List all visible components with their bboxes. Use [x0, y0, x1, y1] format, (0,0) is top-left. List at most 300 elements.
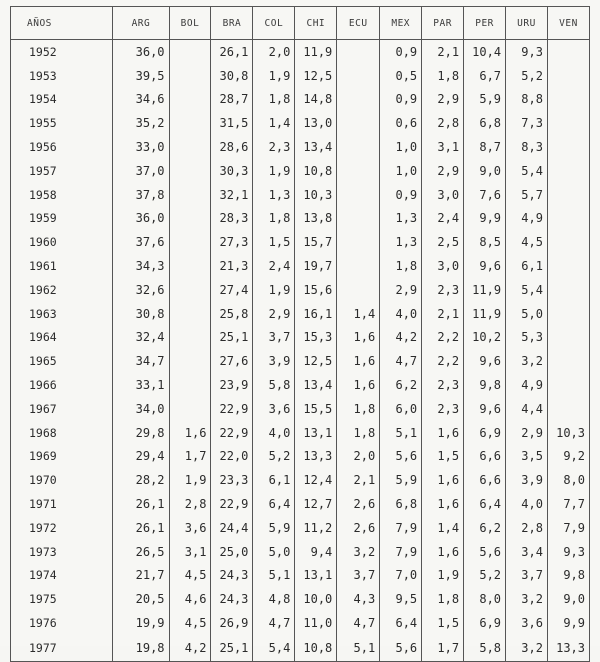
value-cell — [547, 135, 589, 159]
value-cell: 15,7 — [295, 230, 337, 254]
value-cell: 2,9 — [422, 159, 464, 183]
value-cell: 3,0 — [422, 254, 464, 278]
value-cell: 13,1 — [295, 421, 337, 445]
value-cell: 39,5 — [113, 64, 169, 88]
value-cell: 2,8 — [422, 111, 464, 135]
column-header-uru: URU — [506, 7, 548, 40]
year-cell: 1972 — [11, 516, 113, 540]
value-cell: 6,8 — [380, 492, 422, 516]
value-cell: 13,3 — [295, 445, 337, 469]
value-cell: 6,9 — [464, 421, 506, 445]
value-cell: 5,6 — [380, 635, 422, 662]
value-cell: 37,0 — [113, 159, 169, 183]
table-row — [11, 111, 590, 135]
value-cell: 1,7 — [422, 635, 464, 662]
header-row — [11, 7, 590, 40]
value-cell: 6,4 — [380, 611, 422, 635]
value-cell: 5,9 — [380, 468, 422, 492]
value-cell: 5,9 — [253, 516, 295, 540]
year-cell: 1964 — [11, 326, 113, 350]
value-cell: 6,6 — [464, 445, 506, 469]
value-cell: 32,6 — [113, 278, 169, 302]
column-header-mex: MEX — [380, 7, 422, 40]
year-cell: 1965 — [11, 349, 113, 373]
value-cell: 1,3 — [380, 207, 422, 231]
value-cell: 1,8 — [422, 64, 464, 88]
value-cell: 1,9 — [169, 468, 211, 492]
value-cell — [337, 159, 380, 183]
value-cell: 1,8 — [337, 397, 380, 421]
value-cell: 31,5 — [211, 111, 253, 135]
value-cell: 8,0 — [547, 468, 589, 492]
value-cell: 9,0 — [547, 587, 589, 611]
value-cell: 25,1 — [211, 635, 253, 662]
value-cell: 8,0 — [464, 587, 506, 611]
column-header-ecu: ECU — [337, 7, 380, 40]
value-cell: 1,9 — [253, 64, 295, 88]
value-cell: 37,6 — [113, 230, 169, 254]
value-cell: 2,0 — [337, 445, 380, 469]
value-cell — [547, 64, 589, 88]
value-cell: 1,6 — [337, 326, 380, 350]
value-cell: 25,1 — [211, 326, 253, 350]
value-cell — [169, 397, 211, 421]
value-cell: 3,6 — [506, 611, 548, 635]
value-cell: 13,4 — [295, 135, 337, 159]
value-cell — [169, 111, 211, 135]
year-cell: 1958 — [11, 183, 113, 207]
year-cell: 1953 — [11, 64, 113, 88]
value-cell: 4,7 — [337, 611, 380, 635]
value-cell: 16,1 — [295, 302, 337, 326]
value-cell: 1,0 — [380, 159, 422, 183]
value-cell: 32,1 — [211, 183, 253, 207]
value-cell: 4,6 — [169, 587, 211, 611]
value-cell — [169, 64, 211, 88]
value-cell — [169, 40, 211, 64]
year-cell: 1966 — [11, 373, 113, 397]
value-cell — [169, 278, 211, 302]
value-cell: 27,4 — [211, 278, 253, 302]
value-cell: 22,9 — [211, 421, 253, 445]
table-row — [11, 278, 590, 302]
table-row — [11, 468, 590, 492]
value-cell: 8,8 — [506, 88, 548, 112]
value-cell: 28,6 — [211, 135, 253, 159]
value-cell — [547, 159, 589, 183]
value-cell: 21,7 — [113, 564, 169, 588]
value-cell: 4,7 — [253, 611, 295, 635]
value-cell — [169, 349, 211, 373]
value-cell: 6,1 — [253, 468, 295, 492]
value-cell: 9,3 — [547, 540, 589, 564]
year-cell: 1957 — [11, 159, 113, 183]
value-cell: 1,0 — [380, 135, 422, 159]
value-cell: 30,8 — [211, 64, 253, 88]
table-row — [11, 421, 590, 445]
value-cell: 7,9 — [380, 516, 422, 540]
value-cell — [337, 207, 380, 231]
value-cell: 11,0 — [295, 611, 337, 635]
value-cell: 19,9 — [113, 611, 169, 635]
value-cell: 7,6 — [464, 183, 506, 207]
year-cell: 1963 — [11, 302, 113, 326]
year-cell: 1961 — [11, 254, 113, 278]
value-cell: 1,9 — [253, 278, 295, 302]
value-cell: 34,7 — [113, 349, 169, 373]
column-header-col: COL — [253, 7, 295, 40]
value-cell: 10,8 — [295, 159, 337, 183]
value-cell: 2,9 — [380, 278, 422, 302]
value-cell: 15,3 — [295, 326, 337, 350]
value-cell: 2,3 — [422, 278, 464, 302]
value-cell: 1,6 — [337, 373, 380, 397]
value-cell: 3,5 — [506, 445, 548, 469]
value-cell: 2,1 — [422, 302, 464, 326]
table-row — [11, 635, 590, 662]
value-cell: 6,2 — [464, 516, 506, 540]
value-cell: 5,9 — [464, 88, 506, 112]
value-cell: 5,6 — [380, 445, 422, 469]
value-cell: 3,7 — [337, 564, 380, 588]
value-cell: 3,6 — [253, 397, 295, 421]
value-cell — [547, 326, 589, 350]
year-cell: 1975 — [11, 587, 113, 611]
value-cell: 5,1 — [380, 421, 422, 445]
column-header-bra: BRA — [211, 7, 253, 40]
value-cell: 2,6 — [337, 516, 380, 540]
value-cell: 13,0 — [295, 111, 337, 135]
value-cell: 9,0 — [464, 159, 506, 183]
value-cell — [337, 183, 380, 207]
value-cell: 6,4 — [464, 492, 506, 516]
value-cell: 1,4 — [422, 516, 464, 540]
value-cell: 9,9 — [464, 207, 506, 231]
value-cell: 3,2 — [506, 635, 548, 662]
value-cell — [169, 135, 211, 159]
value-cell: 19,7 — [295, 254, 337, 278]
year-cell: 1968 — [11, 421, 113, 445]
value-cell: 10,8 — [295, 635, 337, 662]
value-cell: 29,8 — [113, 421, 169, 445]
value-cell: 2,9 — [253, 302, 295, 326]
value-cell: 3,7 — [253, 326, 295, 350]
value-cell: 11,9 — [295, 40, 337, 64]
value-cell: 12,5 — [295, 349, 337, 373]
year-cell: 1976 — [11, 611, 113, 635]
value-cell: 1,8 — [337, 421, 380, 445]
table-row — [11, 302, 590, 326]
value-cell: 4,9 — [506, 207, 548, 231]
table-row — [11, 564, 590, 588]
value-cell: 2,9 — [422, 88, 464, 112]
value-cell: 6,0 — [380, 397, 422, 421]
value-cell: 24,3 — [211, 564, 253, 588]
value-cell: 9,5 — [380, 587, 422, 611]
value-cell: 5,6 — [464, 540, 506, 564]
value-cell: 4,5 — [169, 611, 211, 635]
value-cell: 25,8 — [211, 302, 253, 326]
value-cell: 11,9 — [464, 302, 506, 326]
value-cell: 22,9 — [211, 397, 253, 421]
value-cell: 4,8 — [253, 587, 295, 611]
year-cell: 1967 — [11, 397, 113, 421]
value-cell: 4,2 — [169, 635, 211, 662]
year-cell: 1962 — [11, 278, 113, 302]
value-cell: 27,3 — [211, 230, 253, 254]
value-cell: 9,6 — [464, 254, 506, 278]
table-row — [11, 373, 590, 397]
value-cell: 37,8 — [113, 183, 169, 207]
value-cell: 1,6 — [422, 492, 464, 516]
value-cell: 9,6 — [464, 397, 506, 421]
year-cell: 1955 — [11, 111, 113, 135]
value-cell: 34,6 — [113, 88, 169, 112]
value-cell: 1,9 — [422, 564, 464, 588]
value-cell — [337, 64, 380, 88]
value-cell: 14,8 — [295, 88, 337, 112]
value-cell: 2,3 — [422, 397, 464, 421]
value-cell: 3,0 — [422, 183, 464, 207]
table-row — [11, 230, 590, 254]
value-cell: 21,3 — [211, 254, 253, 278]
value-cell: 12,4 — [295, 468, 337, 492]
value-cell: 1,8 — [253, 88, 295, 112]
value-cell: 0,6 — [380, 111, 422, 135]
value-cell: 3,1 — [169, 540, 211, 564]
value-cell: 9,8 — [464, 373, 506, 397]
value-cell: 13,4 — [295, 373, 337, 397]
value-cell: 35,2 — [113, 111, 169, 135]
value-cell: 8,7 — [464, 135, 506, 159]
value-cell: 15,5 — [295, 397, 337, 421]
value-cell: 33,1 — [113, 373, 169, 397]
value-cell: 3,2 — [506, 349, 548, 373]
value-cell: 13,8 — [295, 207, 337, 231]
value-cell: 7,3 — [506, 111, 548, 135]
table-row — [11, 611, 590, 635]
value-cell: 26,1 — [113, 492, 169, 516]
value-cell: 5,1 — [337, 635, 380, 662]
value-cell: 11,2 — [295, 516, 337, 540]
value-cell: 0,5 — [380, 64, 422, 88]
table-row — [11, 64, 590, 88]
value-cell — [547, 183, 589, 207]
table-row — [11, 326, 590, 350]
value-cell: 10,0 — [295, 587, 337, 611]
value-cell — [337, 88, 380, 112]
data-table — [10, 6, 590, 662]
value-cell: 2,8 — [169, 492, 211, 516]
value-cell: 5,3 — [506, 326, 548, 350]
value-cell: 1,9 — [253, 159, 295, 183]
value-cell: 4,0 — [253, 421, 295, 445]
column-header-chi: CHI — [295, 7, 337, 40]
value-cell: 2,1 — [337, 468, 380, 492]
table-body — [11, 40, 590, 662]
value-cell: 11,9 — [464, 278, 506, 302]
value-cell: 13,3 — [547, 635, 589, 662]
value-cell: 2,3 — [253, 135, 295, 159]
value-cell: 26,5 — [113, 540, 169, 564]
table-row — [11, 135, 590, 159]
table-row — [11, 516, 590, 540]
table-row — [11, 587, 590, 611]
value-cell: 3,9 — [506, 468, 548, 492]
value-cell: 2,4 — [253, 254, 295, 278]
value-cell: 7,0 — [380, 564, 422, 588]
value-cell — [547, 254, 589, 278]
value-cell: 3,7 — [506, 564, 548, 588]
value-cell: 1,8 — [380, 254, 422, 278]
value-cell: 9,8 — [547, 564, 589, 588]
value-cell — [169, 373, 211, 397]
value-cell: 5,7 — [506, 183, 548, 207]
value-cell: 4,0 — [380, 302, 422, 326]
value-cell — [169, 88, 211, 112]
value-cell: 1,6 — [169, 421, 211, 445]
value-cell: 5,4 — [506, 159, 548, 183]
value-cell: 5,2 — [506, 64, 548, 88]
table-row — [11, 159, 590, 183]
value-cell: 26,9 — [211, 611, 253, 635]
value-cell: 1,3 — [380, 230, 422, 254]
table-row — [11, 492, 590, 516]
value-cell: 9,3 — [506, 40, 548, 64]
value-cell — [337, 278, 380, 302]
year-cell: 1973 — [11, 540, 113, 564]
value-cell: 30,8 — [113, 302, 169, 326]
value-cell: 1,4 — [253, 111, 295, 135]
value-cell: 24,4 — [211, 516, 253, 540]
value-cell — [169, 230, 211, 254]
table-header — [11, 7, 590, 40]
value-cell — [547, 40, 589, 64]
value-cell: 1,6 — [422, 421, 464, 445]
value-cell: 2,3 — [422, 373, 464, 397]
value-cell — [169, 207, 211, 231]
value-cell: 23,3 — [211, 468, 253, 492]
value-cell: 9,9 — [547, 611, 589, 635]
year-cell: 1971 — [11, 492, 113, 516]
value-cell: 1,4 — [337, 302, 380, 326]
value-cell: 0,9 — [380, 88, 422, 112]
table-row — [11, 183, 590, 207]
value-cell: 6,2 — [380, 373, 422, 397]
value-cell: 5,0 — [506, 302, 548, 326]
value-cell: 15,6 — [295, 278, 337, 302]
value-cell — [547, 349, 589, 373]
value-cell: 6,7 — [464, 64, 506, 88]
value-cell: 4,5 — [169, 564, 211, 588]
value-cell: 24,3 — [211, 587, 253, 611]
value-cell: 1,6 — [337, 349, 380, 373]
value-cell: 8,5 — [464, 230, 506, 254]
value-cell: 12,7 — [295, 492, 337, 516]
value-cell: 28,3 — [211, 207, 253, 231]
value-cell: 7,9 — [380, 540, 422, 564]
value-cell: 4,9 — [506, 373, 548, 397]
value-cell — [169, 302, 211, 326]
value-cell: 5,2 — [464, 564, 506, 588]
value-cell: 7,9 — [547, 516, 589, 540]
value-cell: 1,7 — [169, 445, 211, 469]
value-cell: 5,8 — [464, 635, 506, 662]
value-cell: 3,9 — [253, 349, 295, 373]
value-cell: 1,6 — [422, 540, 464, 564]
value-cell: 1,8 — [422, 587, 464, 611]
value-cell: 4,0 — [506, 492, 548, 516]
value-cell: 6,4 — [253, 492, 295, 516]
value-cell — [547, 373, 589, 397]
value-cell: 9,2 — [547, 445, 589, 469]
value-cell: 2,6 — [337, 492, 380, 516]
value-cell: 1,5 — [422, 611, 464, 635]
value-cell: 6,6 — [464, 468, 506, 492]
value-cell: 1,8 — [253, 207, 295, 231]
value-cell: 3,4 — [506, 540, 548, 564]
value-cell — [547, 111, 589, 135]
value-cell: 5,0 — [253, 540, 295, 564]
value-cell: 25,0 — [211, 540, 253, 564]
value-cell: 33,0 — [113, 135, 169, 159]
value-cell: 5,4 — [253, 635, 295, 662]
value-cell: 10,2 — [464, 326, 506, 350]
value-cell: 4,5 — [506, 230, 548, 254]
table-row — [11, 397, 590, 421]
value-cell: 12,5 — [295, 64, 337, 88]
value-cell: 27,6 — [211, 349, 253, 373]
value-cell — [169, 254, 211, 278]
year-cell: 1952 — [11, 40, 113, 64]
year-cell: 1960 — [11, 230, 113, 254]
value-cell: 0,9 — [380, 40, 422, 64]
column-header-ven: VEN — [547, 7, 589, 40]
value-cell: 3,1 — [422, 135, 464, 159]
table-row — [11, 540, 590, 564]
year-cell: 1959 — [11, 207, 113, 231]
value-cell: 1,3 — [253, 183, 295, 207]
value-cell: 4,7 — [380, 349, 422, 373]
value-cell: 10,4 — [464, 40, 506, 64]
value-cell — [547, 397, 589, 421]
value-cell: 4,4 — [506, 397, 548, 421]
value-cell: 2,0 — [253, 40, 295, 64]
value-cell: 32,4 — [113, 326, 169, 350]
value-cell: 2,1 — [422, 40, 464, 64]
value-cell: 5,8 — [253, 373, 295, 397]
value-cell: 2,2 — [422, 349, 464, 373]
value-cell — [547, 88, 589, 112]
value-cell: 28,7 — [211, 88, 253, 112]
value-cell: 36,0 — [113, 207, 169, 231]
value-cell: 29,4 — [113, 445, 169, 469]
value-cell: 4,3 — [337, 587, 380, 611]
value-cell: 3,6 — [169, 516, 211, 540]
value-cell: 6,9 — [464, 611, 506, 635]
table-row — [11, 88, 590, 112]
table-row — [11, 207, 590, 231]
value-cell — [169, 183, 211, 207]
value-cell: 36,0 — [113, 40, 169, 64]
value-cell — [169, 159, 211, 183]
column-header-par: PAR — [422, 7, 464, 40]
value-cell: 5,2 — [253, 445, 295, 469]
value-cell: 3,2 — [337, 540, 380, 564]
value-cell — [547, 230, 589, 254]
value-cell — [547, 207, 589, 231]
value-cell — [337, 40, 380, 64]
